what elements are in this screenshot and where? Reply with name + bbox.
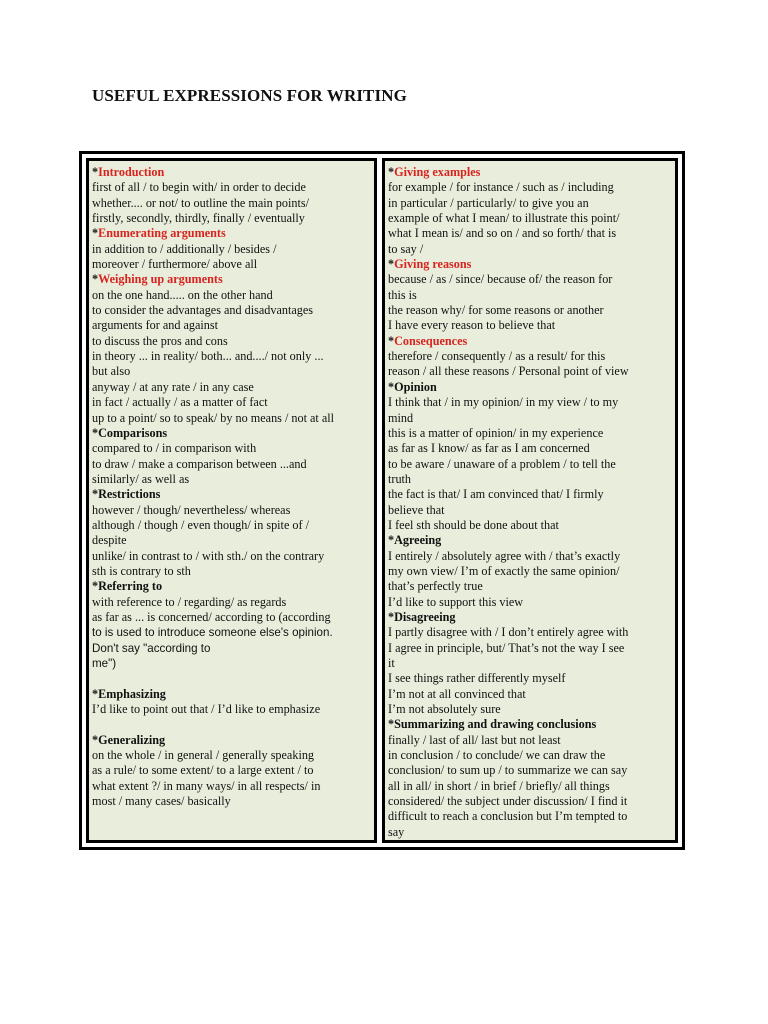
expression-line: as a rule/ to some extent/ to a large extent / to [92,763,314,778]
asterisk-marker: * [92,579,99,594]
section-heading [92,687,371,702]
expression-line: I agree in principle, but/ That’s not the way I see [388,640,625,655]
section-heading [92,165,371,180]
expression-line: whether.... or not/ to outline the main points/ [92,195,309,210]
expression-line: I see things rather differently myself [388,671,566,686]
expression-line: unlike/ in contrast to / with sth./ on the contrary [92,548,325,563]
expression-line: I’d like to support this view [388,594,524,609]
expression-line: I think that / in my opinion/ in my view / to my [388,395,619,410]
expression-line: because / as / since/ because of/ the reason for [388,272,613,287]
section-heading-text: Giving reasons [394,257,472,272]
right-column [382,158,678,843]
expression-line: in conclusion / to conclude/ we can draw the [388,748,606,763]
expression-line: me") [92,657,117,670]
expression-line: in fact / actually / as a matter of fact [92,395,268,410]
section-heading-text: Comparisons [98,425,168,440]
expression-line: to be aware / unaware of a problem / to tell the [388,456,616,471]
expression-line: therefore / consequently / as a result/ for this [388,349,606,364]
section-heading [388,380,672,395]
expression-line: Don't say "according to [92,641,211,655]
expression-line: I have every reason to believe that [388,318,556,333]
expression-line: up to a point/ so to speak/ by no means / not at all [92,410,335,425]
asterisk-marker: * [388,379,395,394]
section-heading-text: Generalizing [98,732,166,747]
expression-line: considered/ the subject under discussion/ I find it [388,794,628,809]
expression-line: first of all / to begin with/ in order to decide [92,180,306,195]
section-heading [92,579,371,594]
expression-line: with reference to / regarding/ as regards [92,594,287,609]
expression-line: on the whole / in general / generally speaking [92,748,315,763]
section-heading-text: Emphasizing [98,686,166,701]
expression-line: this is a matter of opinion/ in my experience [388,425,604,440]
asterisk-marker: * [92,686,99,701]
expression-line: mind [388,410,414,425]
section-heading-text: Opinion [394,379,437,394]
expression-line: this is [388,287,417,302]
expression-line: I entirely / absolutely agree with / that’s exactly [388,548,621,563]
expression-line: the reason why/ for some reasons or another [388,303,604,318]
section-heading-text: Enumerating arguments [98,226,226,241]
expression-line: the fact is that/ I am convinced that/ I firmly [388,487,604,502]
blank-line [92,671,371,686]
expression-line: finally / last of all/ last but not least [388,732,561,747]
expression-line: I feel sth should be done about that [388,517,559,532]
expression-line: similarly/ as well as [92,471,190,486]
section-heading [92,733,371,748]
expression-line: conclusion/ to sum up / to summarize we can say [388,763,628,778]
asterisk-marker: * [92,732,99,747]
section-heading [92,487,371,502]
expression-line: it [388,656,395,670]
expression-line: believe that [388,502,445,517]
expression-line: reason / all these reasons / Personal point of view [388,364,629,379]
expression-line: firstly, secondly, thirdly, finally / eventually [92,211,305,226]
section-heading-text: Referring to [98,579,163,594]
expression-line: but also [92,364,131,379]
expression-line: difficult to reach a conclusion but I’m tempted to [388,809,628,824]
expression-line: although / though / even though/ in spite of / [92,517,309,532]
expression-line: for example / for instance / such as / including [388,180,614,195]
section-heading [92,226,371,241]
section-heading-text: Disagreeing [394,609,456,624]
expression-line: that’s perfectly true [388,579,483,594]
expression-line: as far as I know/ as far as I am concerned [388,441,590,456]
expression-line: however / though/ nevertheless/ whereas [92,502,291,517]
expressions-table [79,151,685,850]
expression-line: to is used to introduce someone else's opinion. [92,626,333,640]
expression-line: I’d like to point out that / I’d like to emphasize [92,702,321,717]
expression-line: anyway / at any rate / in any case [92,379,254,394]
page-title: USEFUL EXPRESSIONS FOR WRITING [92,86,407,105]
expression-line: my own view/ I’m of exactly the same opinion/ [388,563,620,578]
section-heading-text: Consequences [394,333,468,348]
asterisk-marker: * [388,609,395,624]
asterisk-marker: * [92,272,99,287]
section-heading [388,257,672,272]
expression-line: example of what I mean/ to illustrate this point/ [388,211,620,226]
expression-line: on the one hand..... on the other hand [92,287,273,302]
section-heading [388,165,672,180]
expression-line: as far as ... is concerned/ according to (according [92,609,331,624]
expression-line: in particular / particularly/ to give you an [388,195,589,210]
expression-line: I partly disagree with / I don’t entirely agree with [388,625,629,640]
expression-line: what I mean is/ and so on / and so forth/ that is [388,226,617,241]
section-heading [388,717,672,732]
section-heading [388,533,672,548]
expression-line: all in all/ in short / in brief / briefly/ all things [388,778,610,793]
section-heading-text: Agreeing [394,533,442,548]
expression-line: I’m not absolutely sure [388,702,501,717]
expression-line: compared to / in comparison with [92,441,257,456]
asterisk-marker: * [92,487,99,502]
section-heading-text: Giving examples [394,165,481,179]
asterisk-marker: * [388,257,395,272]
expression-line: most / many cases/ basically [92,794,231,809]
section-heading-text: Introduction [98,165,165,179]
asterisk-marker: * [92,165,99,179]
section-heading-text: Restrictions [98,487,161,502]
expression-line: truth [388,471,412,486]
expression-line: say [388,824,405,839]
asterisk-marker: * [388,533,395,548]
blank-line [92,717,371,732]
expression-line: moreover / furthermore/ above all [92,257,258,272]
section-heading [388,610,672,625]
expression-line: arguments for and against [92,318,219,333]
expression-line: in addition to / additionally / besides / [92,241,277,256]
section-heading [388,334,672,349]
left-column [86,158,377,843]
asterisk-marker: * [92,425,99,440]
expression-line: despite [92,533,127,548]
expression-line: what extent ?/ in many ways/ in all respects/ in [92,778,321,793]
asterisk-marker: * [388,333,395,348]
expression-line: in theory ... in reality/ both... and..../ not only ... [92,349,324,364]
section-heading [92,426,371,441]
section-heading-text: Weighing up arguments [98,272,223,287]
expression-line: to draw / make a comparison between ...and [92,456,307,471]
expression-line: to discuss the pros and cons [92,333,228,348]
expression-line: I’m not at all convinced that [388,686,526,701]
section-heading-text: Summarizing and drawing conclusions [394,717,597,732]
expression-line: sth is contrary to sth [92,563,191,578]
section-heading [92,272,371,287]
asterisk-marker: * [388,717,395,732]
asterisk-marker: * [388,165,395,179]
expression-line: to consider the advantages and disadvantages [92,303,313,318]
expression-line: to say / [388,241,424,256]
asterisk-marker: * [92,226,99,241]
